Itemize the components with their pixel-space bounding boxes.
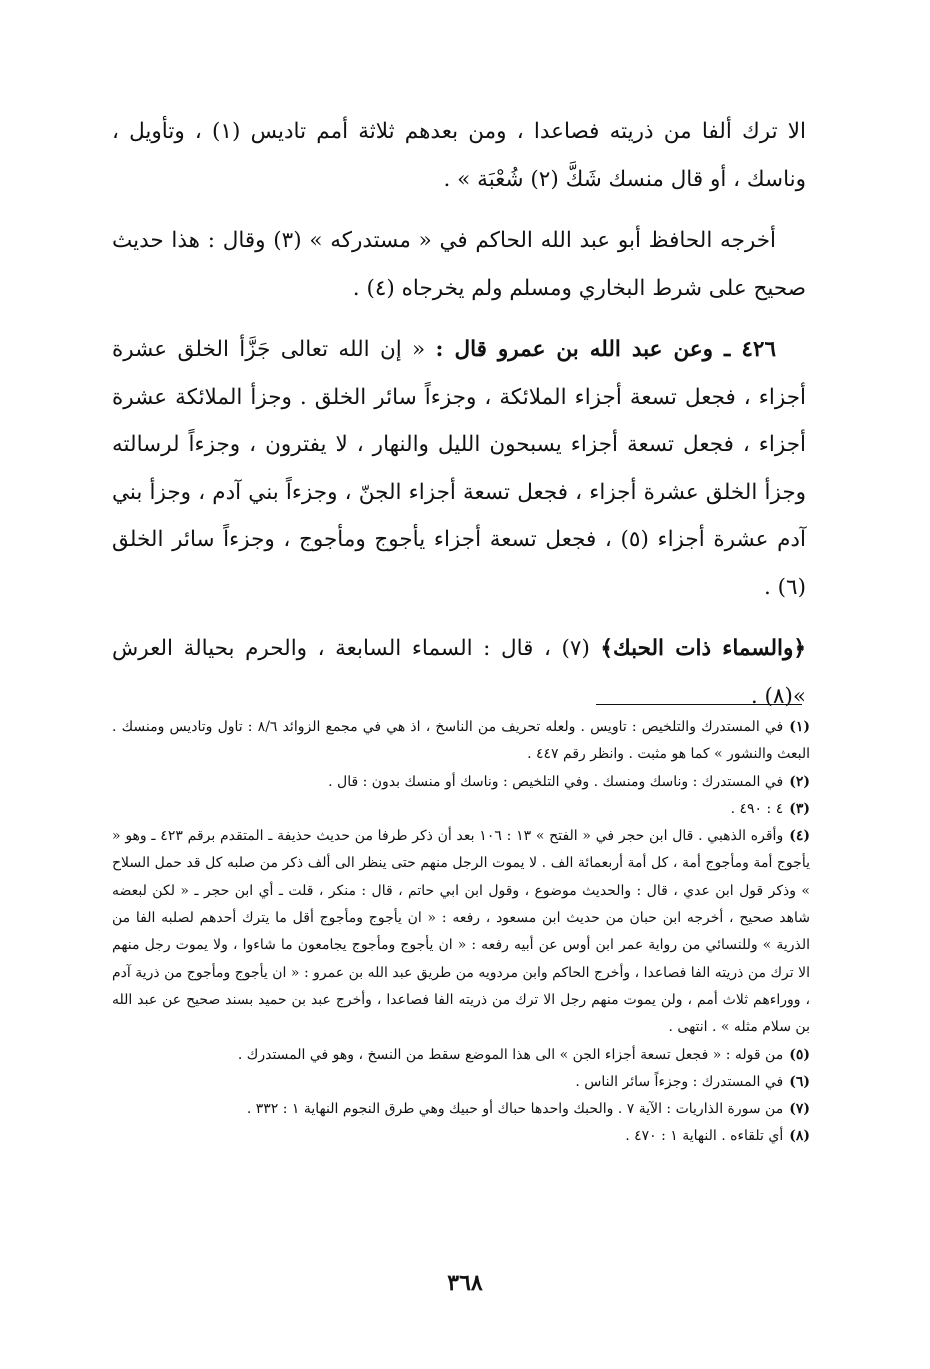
paragraph-4-text: (٧) ، قال : السماء السابعة ، والحرم بحيالة العرش »(٨) . <box>112 636 806 709</box>
page-number: ٣٦٨ <box>447 1270 483 1296</box>
footnote-5 <box>112 1042 810 1069</box>
footnote-8 <box>112 1123 810 1150</box>
paragraph-1: الا ترك ألفا من ذريته فصاعدا ، ومن بعدهم ثلاثة أمم تاديس (١) ، وتأويل ، وناسك ، أو قال منسك شَكَّ (٢) شُعْبَة » . <box>112 119 806 192</box>
paragraph-2: أخرجه الحافظ أبو عبد الله الحاكم في « مستدركه » (٣) وقال : هذا حديث صحيح على شرط البخاري ومسلم ولم يخرجاه (٤) . <box>112 228 806 301</box>
footnote-text: في المستدرك والتلخيص : تاويس . ولعله تحريف من الناسخ ، اذ هي في مجمع الزوائد ٨/٦ : تاول وتاديس ومنسك . البعث والنشور » كما هو مثبت . وانظر رقم ٤٤٧ . <box>112 719 810 763</box>
footnote-number: (٥) <box>789 1046 810 1063</box>
hadith-text: « إن الله تعالى جَزَّأ الخلق عشرة أجزاء ، فجعل تسعة أجزاء الملائكة ، وجزءاً سائر الخلق . وجزأ الملائكة عشرة أجزاء ، فجعل تسعة أجزاء يسبحون الليل والنهار ، لا يفترون ، وجزءاً لرسالته وجزأ الخلق عشرة أجزاء ، فجعل تسعة أجزاء الجنّ ، وجزءاً بني آدم ، وجزأ بني آدم عشرة أجزاء (٥) ، فجعل تسعة أجزاء يأجوج ومأجوج ، وجزءاً سائر الخلق (٦) . <box>112 337 806 600</box>
footnote-number: (٢) <box>789 773 810 790</box>
footnote-text: من سورة الذاريات : الآية ٧ . والحبك واحدها حباك أو حبيك وهي طرق النجوم النهاية ١ : ٣٣٢ . <box>246 1101 784 1118</box>
footnote-separator <box>596 704 802 705</box>
quran-verse: ﴿والسماء ذات الحبك﴾ <box>600 636 806 661</box>
footnote-text: في المستدرك : وناسك ومنسك . وفي التلخيص : وناسك أو منسك بدون : قال . <box>328 773 784 790</box>
footnote-number: (٧) <box>789 1101 810 1118</box>
footnote-number: (٤) <box>789 828 810 845</box>
footnote-1 <box>112 714 810 769</box>
footnote-text: ٤ : ٤٩٠ . <box>730 800 784 817</box>
main-text <box>112 108 806 720</box>
footnote-number: (٦) <box>789 1073 810 1090</box>
footnote-text: أي تلقاءه . النهاية ١ : ٤٧٠ . <box>625 1128 784 1145</box>
footnote-text: في المستدرك : وجزءاً سائر الناس . <box>575 1073 784 1090</box>
footnote-2 <box>112 769 810 796</box>
footnote-6 <box>112 1069 810 1096</box>
footnote-3 <box>112 796 810 823</box>
paragraph-4 <box>112 625 806 720</box>
footnotes <box>112 714 810 1151</box>
hadith-number: ٤٢٦ ـ وعن عبد الله بن عمرو قال : <box>435 337 776 362</box>
footnote-number: (١) <box>789 719 810 735</box>
footnote-number: (٨) <box>789 1128 810 1145</box>
footnote-4 <box>112 823 810 1041</box>
footnote-7 <box>112 1096 810 1123</box>
footnote-text: من قوله : « فجعل تسعة أجزاء الجن » الى هذا الموضع سقط من النسخ ، وهو في المستدرك . <box>237 1046 784 1063</box>
footnote-number: (٣) <box>789 800 810 817</box>
hadith-426 <box>112 326 806 611</box>
footnote-text: وأقره الذهبي . قال ابن حجر في « الفتح » ١٣ : ١٠٦ بعد أن ذكر طرفا من حديث حذيفة ـ المتقدم برقم ٤٢٣ ـ وهو « يأجوج أمة ومأجوج أمة ، كل أمة أربعمائة الف . لا يموت الرجل منهم حتى ينظر الى ألف ذكر من صلبه كل قد حمل السلاح » وذكر قول ابن عدي ، قال : والحديث موضوع ، وقول ابن ابي حاتم ، قال : منكر ، قلت ـ أي ابن حجر ـ « لكن لبعضه شاهد صحيح ، أخرجه ابن حبان من حديث ابن مسعود ، رفعه : « ان يأجوج ومأجوج أقل ما يترك أحدهم لصلبه الفا من الذرية » وللنسائي من رواية عمر ابن أوس عن أبيه رفعه : « ان يأجوج ومأجوج يجامعون ما شاءوا ، ولا يموت رجل منهم الا ترك من ذريته الفا فصاعدا ، وأخرج الحاكم وابن مردويه من طريق عبد الله بن عمرو : « ان يأجوج ومأجوج من ذرية آدم ، ووراءهم ثلاث أمم ، ولن يموت منهم رجل الا ترك من ذريته الفا فصاعدا ، وأخرج عبد بن حميد بسند صحيح عن عبد الله بن سلام مثله » . انتهى . <box>112 828 810 1036</box>
